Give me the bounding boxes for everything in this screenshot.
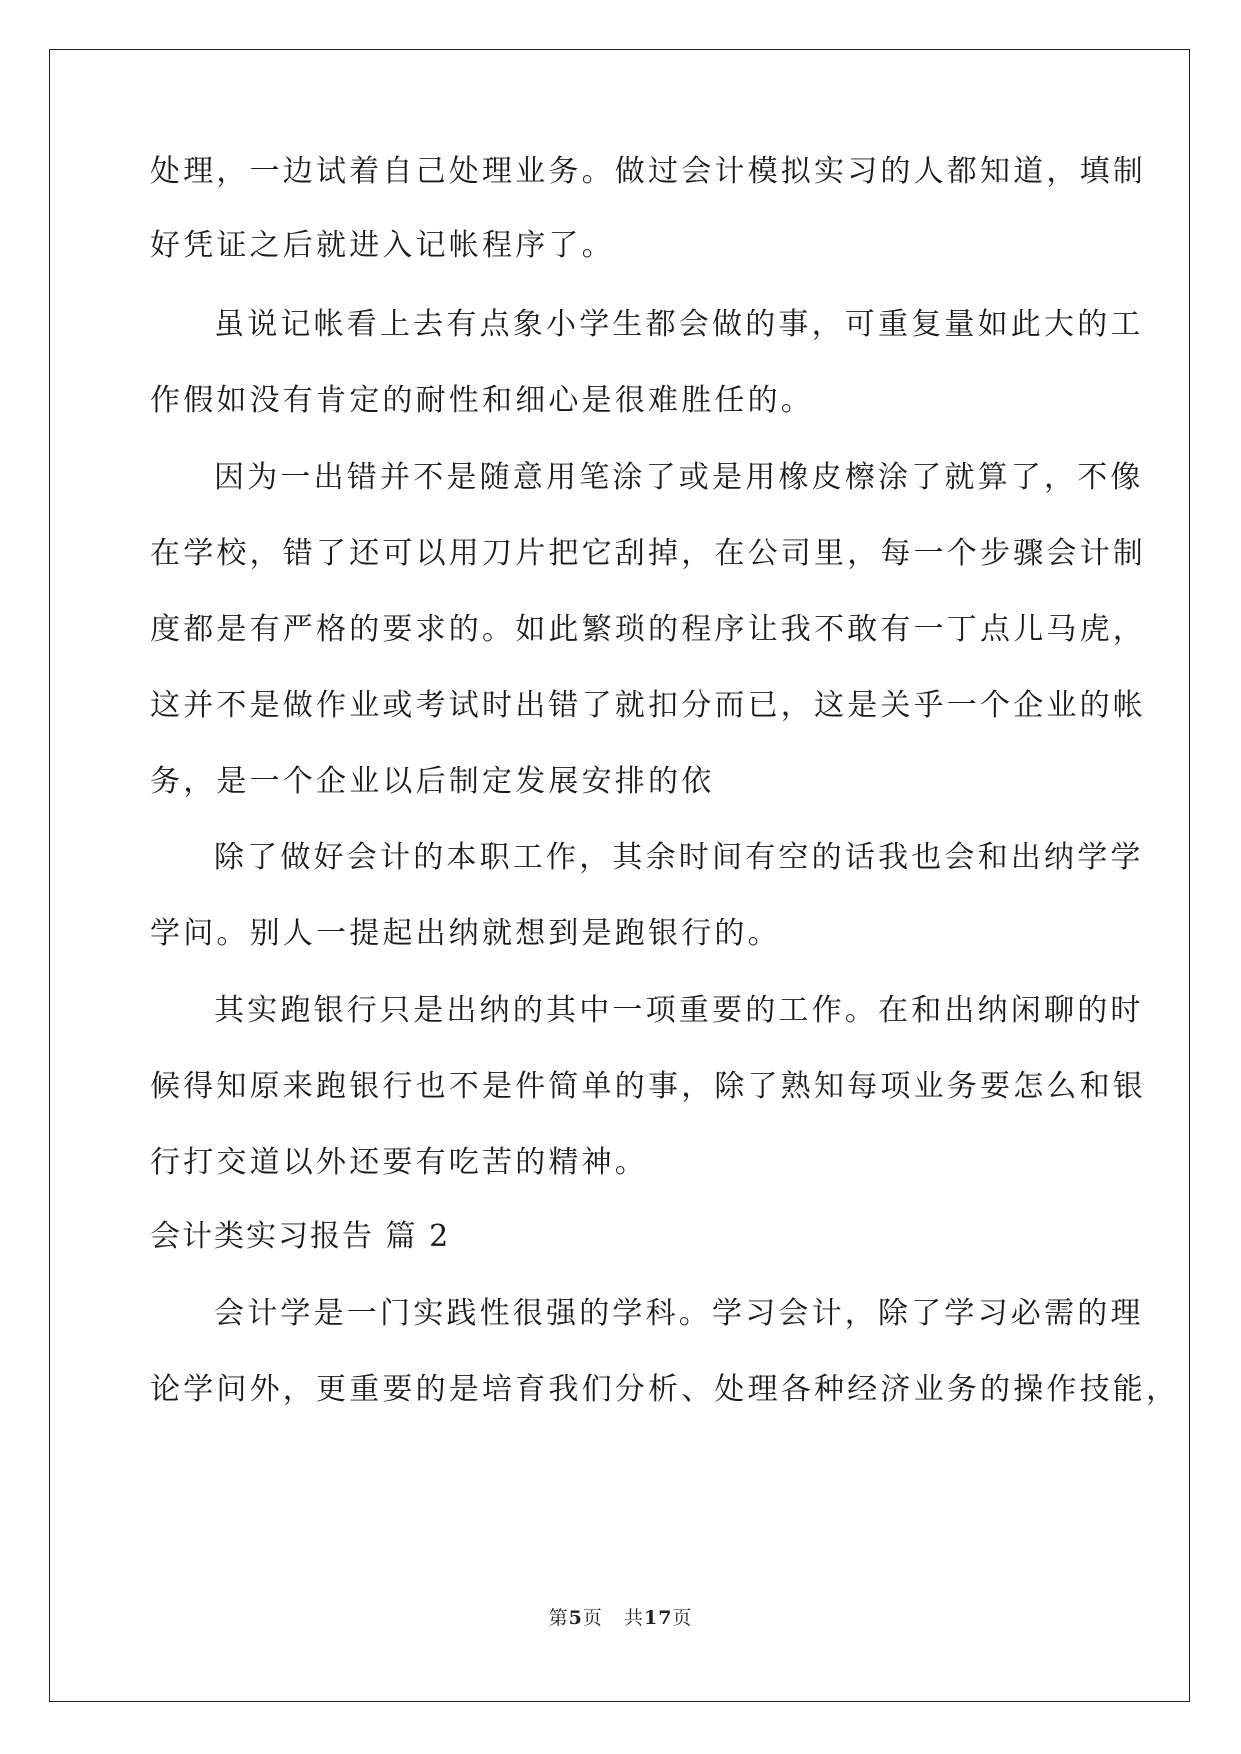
total-suffix: 页 xyxy=(672,1607,693,1629)
text-line: 除了做好会计的本职工作，其余时间有空的话我也会和出纳学学 xyxy=(214,840,1144,875)
text-line: 因为一出错并不是随意用笔涂了或是用橡皮檫涂了就算了，不像 xyxy=(214,460,1144,495)
text-line: 行打交道以外还要有吃苦的精神。 xyxy=(150,1145,648,1180)
text-line: 虽说记帐看上去有点象小学生都会做的事，可重复量如此大的工 xyxy=(214,307,1144,342)
text-line: 会计学是一门实践性很强的学科。学习会计，除了学习必需的理 xyxy=(214,1296,1144,1331)
total-pages: 17 xyxy=(643,1607,673,1629)
section-heading: 会计类实习报告 篇 2 xyxy=(150,1219,451,1254)
text-line: 处理，一边试着自己处理业务。做过会计模拟实习的人都知道，填制 xyxy=(150,154,1146,189)
text-line: 作假如没有肯定的耐性和细心是很难胜任的。 xyxy=(150,383,814,418)
text-line: 论学问外，更重要的是培育我们分析、处理各种经济业务的操作技能， xyxy=(150,1372,1180,1407)
text-line: 度都是有严格的要求的。如此繁琐的程序让我不敢有一丁点儿马虎， xyxy=(150,612,1146,647)
page-number: 5 xyxy=(568,1607,583,1629)
page-footer xyxy=(0,1606,1241,1630)
text-line: 学问。别人一提起出纳就想到是跑银行的。 xyxy=(150,916,781,951)
text-line: 在学校，错了还可以用刀片把它刮掉，在公司里，每一个步骤会计制 xyxy=(150,536,1146,571)
total-prefix: 共 xyxy=(623,1607,644,1629)
text-line: 好凭证之后就进入记帐程序了。 xyxy=(150,228,615,263)
text-line: 候得知原来跑银行也不是件简单的事，除了熟知每项业务要怎么和银 xyxy=(150,1069,1146,1104)
text-line: 务，是一个企业以后制定发展安排的依 xyxy=(150,764,715,799)
text-line: 其实跑银行只是出纳的其中一项重要的工作。在和出纳闲聊的时 xyxy=(214,993,1144,1028)
page-prefix: 第 xyxy=(548,1607,569,1629)
text-line: 这并不是做作业或考试时出错了就扣分而已，这是关乎一个企业的帐 xyxy=(150,688,1146,723)
page-suffix: 页 xyxy=(582,1607,603,1629)
